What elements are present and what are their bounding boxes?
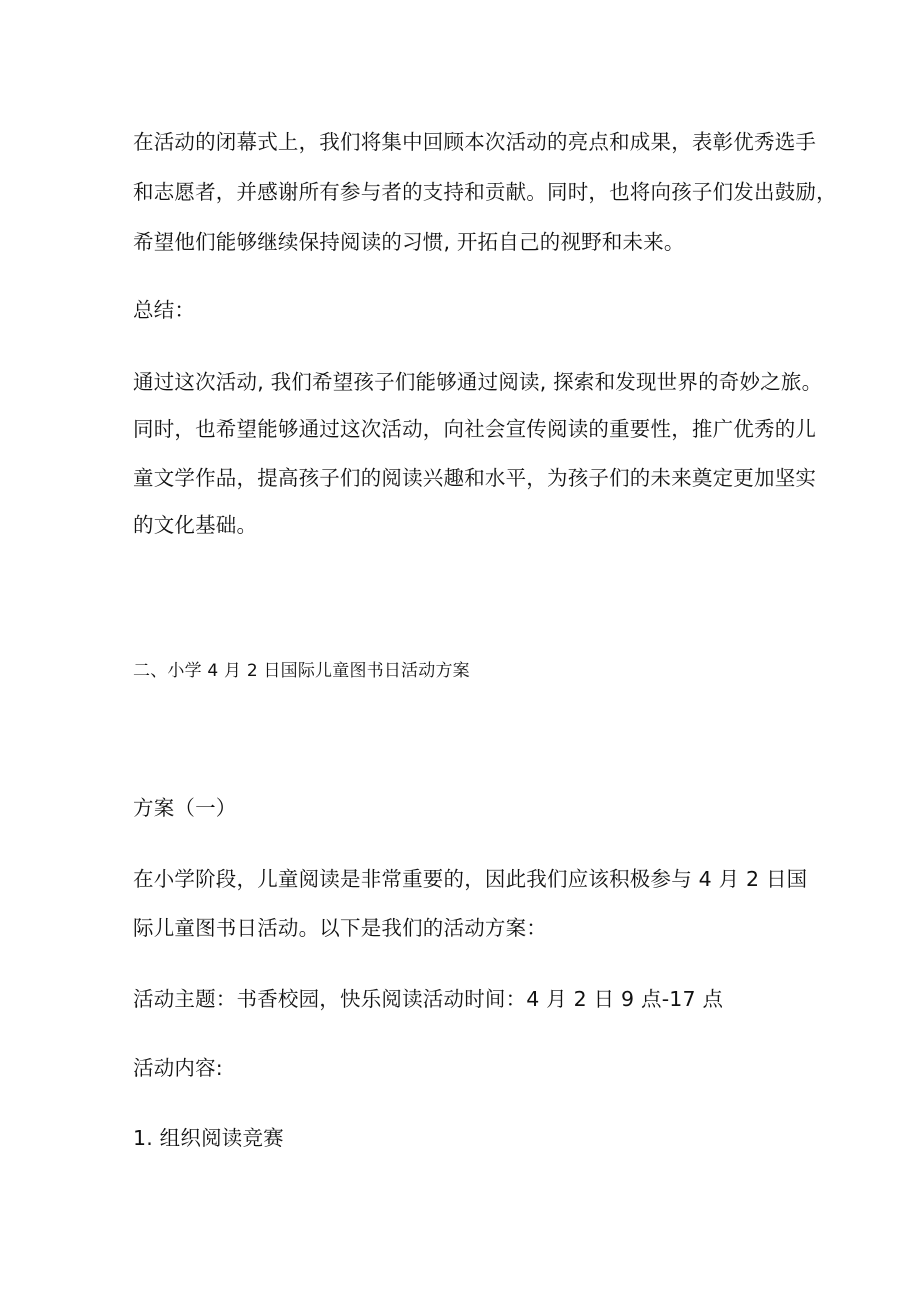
closing-paragraph-line-1: 在活动的闭幕式上，我们将集中回顾本次活动的亮点和成果，表彰优秀选手 xyxy=(133,130,817,154)
intro-paragraph-line-1: 在小学阶段，儿童阅读是非常重要的，因此我们应该积极参与 4 月 2 日国 xyxy=(133,867,808,891)
plan-heading: 方案（一） xyxy=(133,796,237,820)
section-title: 二、小学 4 月 2 日国际儿童图书日活动方案 xyxy=(133,661,470,681)
summary-paragraph-line-4: 的文化基础。 xyxy=(133,513,258,537)
activity-content-heading: 活动内容: xyxy=(133,1056,223,1080)
closing-paragraph-line-3: 希望他们能够继续保持阅读的习惯, 开拓自己的视野和未来。 xyxy=(133,230,685,254)
summary-paragraph-line-2: 同时，也希望能够通过这次活动，向社会宣传阅读的重要性，推广优秀的儿 xyxy=(133,417,817,441)
activity-theme-line: 活动主题：书香校园，快乐阅读活动时间：4 月 2 日 9 点-17 点 xyxy=(133,987,724,1011)
list-item-1: 1. 组织阅读竞赛 xyxy=(133,1126,284,1150)
summary-paragraph-line-1: 通过这次活动, 我们希望孩子们能够通过阅读, 探索和发现世界的奇妙之旅。 xyxy=(133,370,823,394)
summary-paragraph-line-3: 童文学作品，提高孩子们的阅读兴趣和水平，为孩子们的未来奠定更加坚实 xyxy=(133,466,817,490)
closing-paragraph-line-2: 和志愿者，并感谢所有参与者的支持和贡献。同时，也将向孩子们发出鼓励， xyxy=(133,180,837,204)
intro-paragraph-line-2: 际儿童图书日活动。以下是我们的活动方案： xyxy=(133,916,547,940)
summary-heading: 总结： xyxy=(133,298,196,322)
